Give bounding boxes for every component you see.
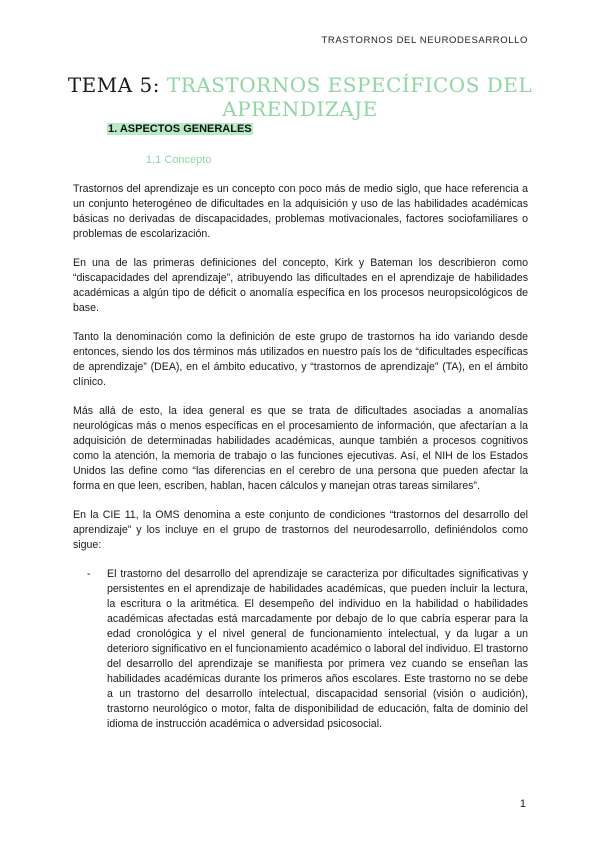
section-heading: 1. ASPECTOS GENERALES bbox=[108, 123, 252, 135]
paragraph: Trastornos del aprendizaje es un concepto con poco más de medio siglo, que hace referencia a un conjunto heterogéneo de dificultades en la adquisición y uso de las habilidades académicas básicas no derivadas de discapacidades, problemas motivacionales, factores sociofamiliares o problemas de escolarización. bbox=[73, 183, 528, 240]
body-text bbox=[73, 182, 528, 732]
running-header: TRASTORNOS DEL NEURODESARROLLO bbox=[321, 35, 528, 46]
title-main: TRASTORNOS ESPECÍFICOS DEL APRENDIZAJE bbox=[166, 73, 533, 121]
paragraph: Tanto la denominación como la definición de este grupo de trastornos ha ido variando desde entonces, siendo los dos términos más utilizados en nuestro país los de “dificultades específicas de aprendizaje” (DEA), en el ámbito educativo, y “trastornos de aprendizaje” (TA), en el ámbito clínico. bbox=[73, 331, 528, 388]
list-item bbox=[73, 567, 528, 732]
paragraph: En la CIE 11, la OMS denomina a este conjunto de condiciones “trastornos del desarrollo del aprendizaje” y los incluye en el grupo de trastornos del neurodesarrollo, definiéndolos como sigue: bbox=[73, 509, 528, 551]
page-title bbox=[0, 73, 600, 121]
bullet-marker: - bbox=[87, 568, 91, 580]
page-number: 1 bbox=[519, 798, 526, 810]
title-prefix: TEMA 5: bbox=[67, 73, 160, 97]
list-item-text: El trastorno del desarrollo del aprendizaje se caracteriza por dificultades significativas y persistentes en el aprendizaje de habilidades académicas, que pueden incluir la lectura, la escritura o la aritmética. El desempeño del individuo en la habilidad o habilidades académicas afectadas está marcadamente por debajo de lo que cabría esperar para la edad cronológica y el nivel general de funcionamiento intelectual, y da lugar a un deterioro significativo en el funcionamiento académico o laboral del individuo. El trastorno del desarrollo del aprendizaje se manifiesta por primera vez cuando se enseñan las habilidades académicas durante los primeros años escolares. Este trastorno no se debe a un trastorno del desarrollo intelectual, discapacidad sensorial (visión o audición), trastorno neurológico o motor, falta de disponibilidad de educación, falta de dominio del idioma de instrucción académica o adversidad psicosocial. bbox=[107, 568, 528, 730]
subsection-heading: 1.1 Concepto bbox=[146, 154, 212, 166]
paragraph: Más allá de esto, la idea general es que se trata de dificultades asociadas a anomalías neurológicas más o menos específicas en el procesamiento de información, que afectarían a la adquisición de determinadas habilidades académicas, aunque también a procesos cognitivos como la atención, la memoria de trabajo o las funciones ejecutivas. Así, el NIH de los Estados Unidos las define como “las diferencias en el cerebro de una persona que pueden afectar la forma en que leen, escriben, hablan, hacen cálculos y manejan otras tareas similares”. bbox=[73, 405, 528, 492]
paragraph: En una de las primeras definiciones del concepto, Kirk y Bateman los describieron como “discapacidades del aprendizaje”, atribuyendo las dificultades en el aprendizaje de habilidades académicas a algún tipo de déficit o anomalía específica en los procesos neuropsicológicos de base. bbox=[73, 257, 528, 314]
